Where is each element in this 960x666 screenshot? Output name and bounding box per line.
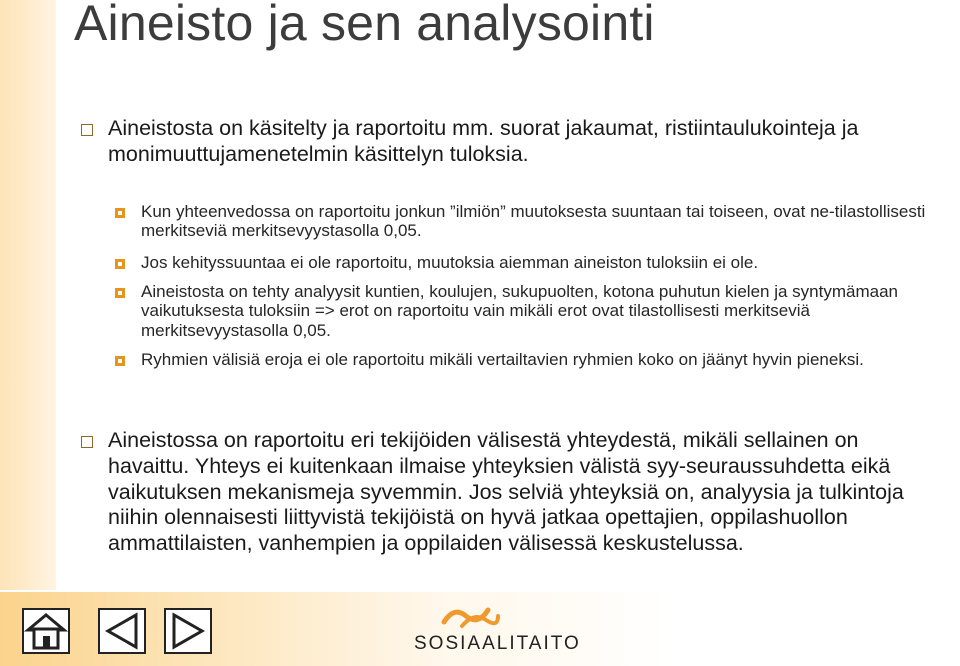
sub-bullet-text: Ryhmien välisiä eroja ei ole raportoitu mikäli vertailtavien ryhmien koko on jäänyt hyvin pieneksi.: [141, 350, 864, 369]
sub-bullet-text: Jos kehityssuuntaa ei ole raportoitu, muutoksia aiemman aineiston tuloksiin ei ole.: [141, 253, 759, 272]
next-button[interactable]: [164, 608, 212, 654]
home-icon: [24, 610, 68, 652]
sub-bullet-text: Aineistosta on tehty analyysit kuntien, koulujen, sukupuolten, kotona puhutun kielen ja syntymämaan vaikutuksesta tuloksiin => erot on raportoitu vain mikäli erot ovat tilastollisesti merkitseviä merkitsevyystasolla 0,05.: [141, 282, 898, 340]
bullet-text: Aineistossa on raportoitu eri tekijöiden välisestä yhteydestä, mikäli sellainen on havaittu. Yhteys ei kuitenkaan ilmaise yhteyksien välistä syy-seuraussuhdetta eikä vaikutuksen mekanismeja syvemmin. Jos selviä yhteyksiä on, analyysia ja tulkintoja niihin olennaisesti liittyvistä tekijöistä on hyvä jatkaa opettajien, oppilashuollon ammattilaisten, vanhempien ja oppilaiden välisessä keskustelussa.: [108, 428, 904, 556]
slide-title: Aineisto ja sen analysointi: [74, 0, 655, 51]
next-icon: [166, 610, 210, 652]
previous-icon: [100, 610, 144, 652]
bullet-square-icon: [81, 124, 93, 136]
orange-bullet-icon: [115, 208, 125, 218]
orange-bullet-icon: [115, 259, 125, 269]
home-button[interactable]: [22, 608, 70, 654]
bullet-text: Aineistosta on käsitelty ja raportoitu mm. suorat jakaumat, ristiintaulukointeja ja monimuuttujamenetelmin käsittelyn tuloksia.: [108, 116, 859, 166]
logo-text: SOSIAALITAITO: [414, 633, 581, 654]
previous-button[interactable]: [98, 608, 146, 654]
sub-bullet-text: Kun yhteenvedossa on raportoitu jonkun ”ilmiön” muutoksesta suuntaan tai toiseen, ovat ne-tilastollisesti merkitseviä merkitsevyystasolla 0,05.: [141, 202, 926, 241]
orange-bullet-icon: [115, 356, 125, 366]
left-accent-bar: [0, 0, 56, 590]
sosiaalitaito-logo-mark: [440, 600, 500, 630]
bullet-square-icon: [81, 436, 93, 448]
orange-bullet-icon: [115, 288, 125, 298]
